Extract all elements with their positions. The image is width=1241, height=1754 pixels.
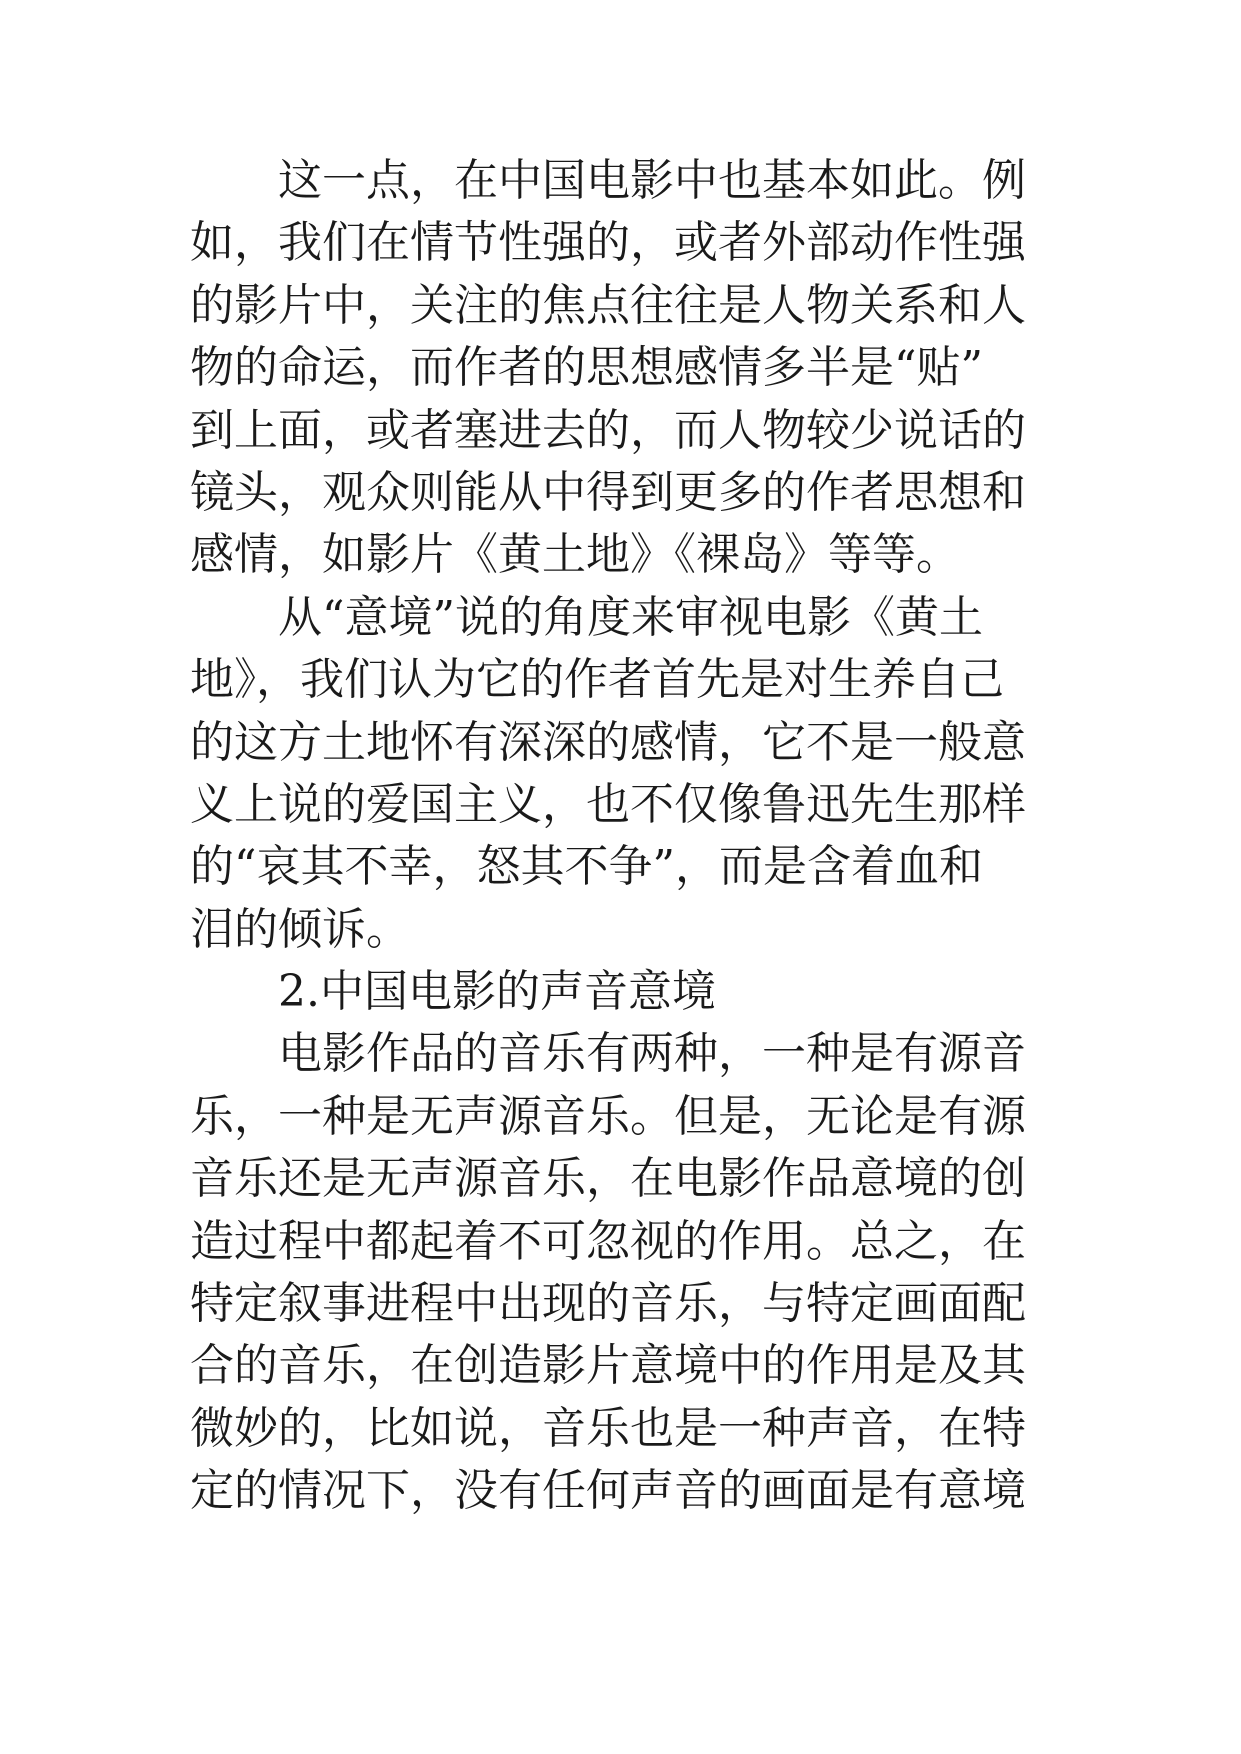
text-line: 的“哀其不幸，怒其不争”，而是含着血和 bbox=[190, 841, 983, 893]
text-line: 的这方土地怀有深深的感情，它不是一般意 bbox=[190, 716, 1026, 768]
text-line: 这一点，在中国电影中也基本如此。例 bbox=[278, 155, 1026, 206]
body-text bbox=[190, 150, 1070, 1523]
text-line: 乐，一种是无声源音乐。但是，无论是有源 bbox=[190, 1090, 1026, 1142]
text-line: 的影片中，关注的焦点往往是人物关系和人 bbox=[190, 279, 1026, 331]
text-line: 义上说的爱国主义，也不仅像鲁迅先生那样 bbox=[190, 778, 1026, 830]
text-line: 合的音乐，在创造影片意境中的作用是及其 bbox=[190, 1340, 1026, 1392]
text-line: 从“意境”说的角度来审视电影《黄土 bbox=[278, 591, 983, 643]
text-line: 地》，我们认为它的作者首先是对生养自己 bbox=[190, 654, 1004, 706]
text-line: 定的情况下，没有任何声音的画面是有意境 bbox=[190, 1465, 1026, 1517]
text-line: 感情，如影片《黄土地》《裸岛》等等。 bbox=[190, 529, 960, 581]
text-line: 镜头，观众则能从中得到更多的作者思想和 bbox=[190, 466, 1026, 518]
text-line: 如，我们在情节性强的，或者外部动作性强 bbox=[190, 217, 1026, 269]
text-line: 特定叙事进程中出现的音乐，与特定画面配 bbox=[190, 1278, 1026, 1330]
text-line: 物的命运，而作者的思想感情多半是“贴” bbox=[190, 342, 983, 394]
text-line: 泪的倾诉。 bbox=[190, 903, 410, 955]
text-line: 音乐还是无声源音乐，在电影作品意境的创 bbox=[190, 1153, 1026, 1205]
text-line: 微妙的，比如说，音乐也是一种声音，在特 bbox=[190, 1402, 1026, 1454]
text-line: 造过程中都起着不可忽视的作用。总之，在 bbox=[190, 1215, 1026, 1267]
section-heading: 2.中国电影的声音意境 bbox=[278, 966, 716, 1018]
text-line: 到上面，或者塞进去的，而人物较少说话的 bbox=[190, 404, 1026, 456]
text-line: 电影作品的音乐有两种，一种是有源音 bbox=[278, 1028, 1026, 1080]
